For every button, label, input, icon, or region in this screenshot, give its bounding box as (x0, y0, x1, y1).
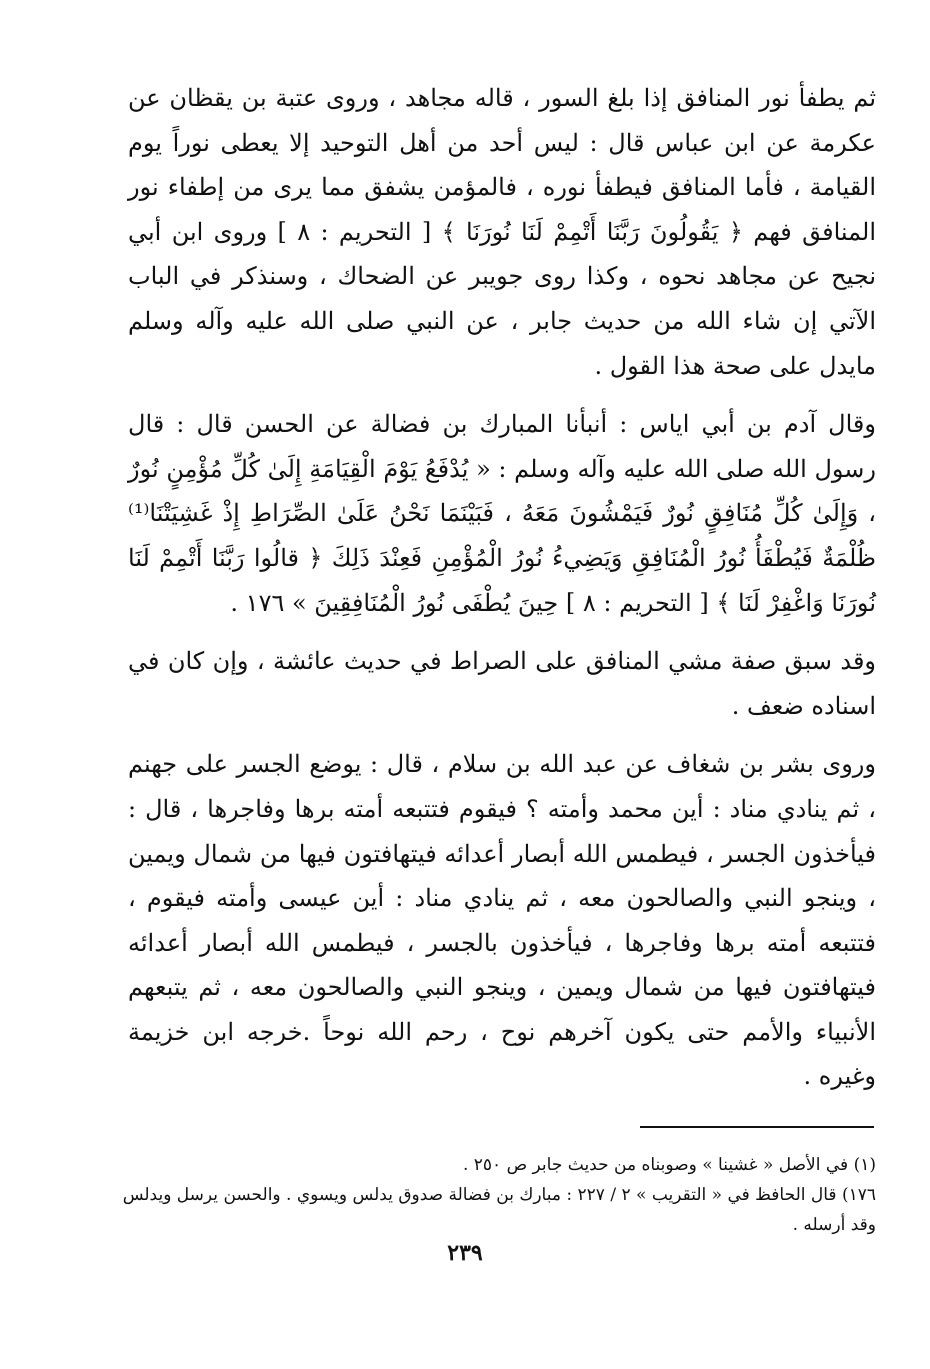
paragraph-4: وروى بشر بن شغاف عن عبد الله بن سلام ، قال : يوضع الجسر على جهنم ، ثم ينادي مناد : أين محمد وأمته ؟ فيقوم فتتبعه أمته برها وفاجرها ، قال : فيأخذون الجسر ، فيطمس الله أبصار أعدائه فيتهافتون فيها من شمال ويمين ، وينجو النبي والصالحون معه ، ثم ينادي مناد : أين عيسى وأمته فيقوم ، فتتبعه أمته برها وفاجرها ، فيأخذون بالجسر ، فيطمس الله أبصار أعدائه فيتهافتون فيها من شمال ويمين ، وينجو النبي والصالحون معه ، ثم يتبعهم الأنبياء والأمم حتى يكون آخرهم نوح ، رحم الله نوحاً .خرجه ابن خزيمة وغيره . (128, 750, 877, 1091)
paragraph-3: وقد سبق صفة مشي المنافق على الصراط في حديث عائشة ، وإن كان في اسناده ضعف . (128, 647, 877, 720)
footnote-divider (640, 1126, 874, 1128)
paragraph-1: ثم يطفأ نور المنافق إذا بلغ السور ، قاله مجاهد ، وروى عتبة بن يقظان عن عكرمة عن ابن عباس قال : ليس أحد من أهل التوحيد إلا يعطى نوراً يوم القيامة ، فأما المنافق فيطفأ نوره ، فالمؤمن يشفق مما يرى من إطفاء نور المنافق فهم ﴿ يَقُولُونَ رَبَّنَا أَتْمِمْ لَنَا نُورَنَا ﴾ [ التحريم : ٨ ] وروى ابن أبي نجيح عن مجاهد نحوه ، وكذا روى جويبر عن الضحاك ، وسنذكر في الباب الآتي إن شاء الله من حديث جابر ، عن النبي صلى الله عليه وآله وسلم مايدل على صحة هذا القول . (128, 84, 876, 380)
paragraph-2: وقال آدم بن أبي اياس : أنبأنا المبارك بن فضالة عن الحسن قال : قال رسول الله صلى الله عليه وآله وسلم : « يُدْفَعُ يَوْمَ الْقِيَامَةِ إِلَىٰ كُلِّ مُؤْمِنٍ نُورٌ ، وَإِلَىٰ كُلِّ مُنَافِقٍ نُورٌ فَيَمْشُونَ مَعَهُ ، فَبَيْنَمَا نَحْنُ عَلَىٰ الصِّرَاطِ إِذْ غَشِيَتْنَا⁽¹⁾ ظُلْمَةٌ فَيُطْفَأُ نُورُ الْمُنَافِقِ وَيَضِيءُ نُورُ الْمُؤْمِنِ فَعِنْدَ ذَلِكَ ﴿ قالُوا رَبَّنَا أَتْمِمْ لَنَا نُورَنَا وَاغْفِرْ لَنَا ﴾ [ التحريم : ٨ ] حِينَ يُطْفَى نُورُ الْمُنَافِقِينَ » ١٧٦ . (128, 410, 876, 617)
footnote-2: ١٧٦) قال الحافظ في « التقريب » ٢ / ٢٢٧ : مبارك بن فضالة صدوق يدلس ويسوي . والحسن يرسل ويدلس وقد أرسله . (122, 1185, 876, 1235)
main-text (128, 76, 876, 1099)
footnotes (120, 1150, 876, 1240)
footnote-1: (١) في الأصل « غشينا » وصوبناه من حديث جابر ص ٢٥٠ . (462, 1155, 876, 1175)
page-number: ٢٣٩ (447, 1240, 483, 1266)
